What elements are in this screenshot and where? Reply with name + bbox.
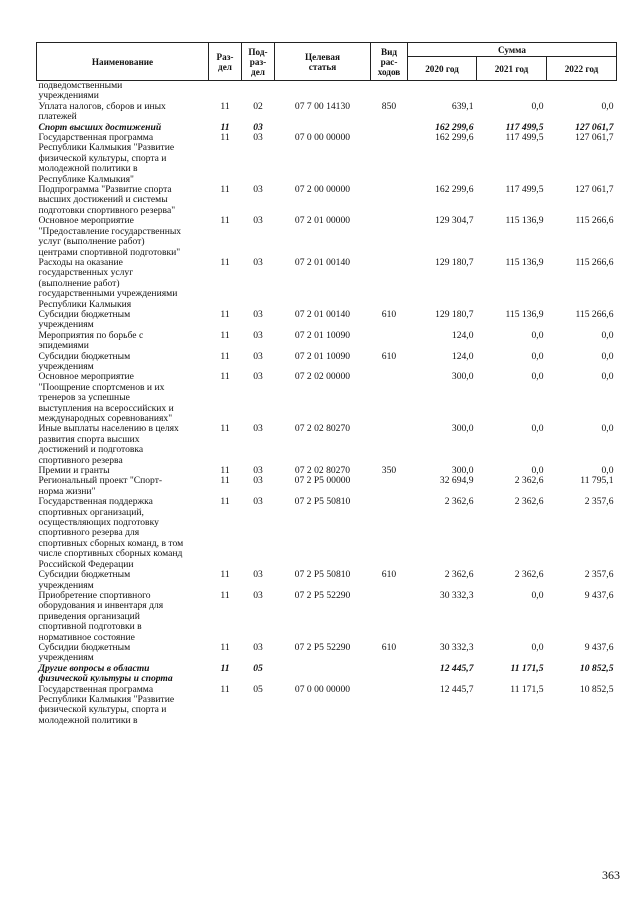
row-sum-2021: 117 499,5	[505, 121, 544, 133]
row-expense-type	[371, 424, 408, 466]
row-sum-2021: 115 136,9	[505, 215, 544, 227]
row-subsection: 03	[253, 589, 263, 601]
row-name: Субсидии бюджетным учреждениям	[38, 308, 131, 331]
row-section: 11	[220, 100, 230, 112]
row-section: 11	[220, 329, 230, 341]
row-sum-2020: 129 304,7	[435, 215, 474, 227]
row-subsection: 03	[253, 329, 263, 341]
row-sum-2021: 117 499,5	[505, 132, 544, 144]
row-sum-2021	[477, 81, 547, 102]
row-target-code: 07 2 P5 50810	[294, 569, 351, 581]
row-expense-type: 610	[381, 569, 397, 581]
row-subsection: 03	[253, 569, 263, 581]
row-sum-2022: 0,0	[601, 423, 614, 435]
row-sum-2022: 127 061,7	[575, 121, 614, 133]
row-subsection: 03	[253, 496, 263, 508]
header-sum: Сумма	[408, 43, 617, 57]
row-section: 11	[220, 215, 230, 227]
row-expense-type	[371, 664, 408, 685]
table-row	[37, 570, 617, 591]
row-sum-2021: 0,0	[531, 329, 544, 341]
table-body	[37, 81, 617, 727]
row-target-code: 07 7 00 14130	[294, 100, 351, 112]
row-section: 11	[220, 371, 230, 383]
row-target-code: 07 2 01 10090	[294, 350, 351, 362]
table-row	[37, 133, 617, 185]
row-subsection: 03	[253, 121, 263, 133]
row-subsection	[242, 81, 275, 102]
row-sum-2022: 0,0	[601, 329, 614, 341]
row-sum-2020: 2 362,6	[444, 569, 474, 581]
row-name: Уплата налогов, сборов и иных платежей	[38, 100, 166, 123]
row-sum-2021: 0,0	[531, 641, 544, 653]
table-header	[37, 43, 617, 81]
row-sum-2021: 0,0	[531, 100, 544, 112]
row-subsection: 05	[253, 683, 263, 695]
row-subsection: 03	[253, 308, 263, 320]
row-subsection: 03	[253, 465, 263, 477]
table-row	[37, 497, 617, 570]
page-number: 363	[602, 868, 620, 882]
row-sum-2020: 30 332,3	[439, 589, 474, 601]
row-sum-2021: 0,0	[531, 423, 544, 435]
header-year-2020: 2020 год	[408, 57, 477, 81]
row-target-code: 07 2 02 80270	[294, 423, 351, 435]
row-expense-type	[371, 216, 408, 258]
table-row	[37, 372, 617, 424]
row-target-code: 07 2 00 00000	[294, 184, 351, 196]
row-expense-type	[371, 476, 408, 497]
row-sum-2020: 32 694,9	[439, 475, 474, 487]
row-sum-2020: 2 362,6	[444, 496, 474, 508]
header-year-2022: 2022 год	[547, 57, 617, 81]
row-section: 11	[220, 496, 230, 508]
table-row	[37, 591, 617, 643]
row-sum-2021: 0,0	[531, 371, 544, 383]
row-sum-2021: 0,0	[531, 465, 544, 477]
row-section: 11	[220, 569, 230, 581]
row-target-code: 07 2 02 80270	[294, 465, 351, 477]
row-expense-type	[371, 133, 408, 185]
row-sum-2020: 129 180,7	[435, 308, 474, 320]
row-target-code: 07 0 00 00000	[294, 683, 351, 695]
row-name: Другие вопросы в области физической культуры и спорта	[38, 662, 173, 685]
row-name: Основное мероприятие "Поощрение спортсменов и их тренеров за успешные выступления на всероссийских и международных соревнованиях"	[38, 371, 174, 424]
row-subsection: 03	[253, 350, 263, 362]
row-subsection: 03	[253, 256, 263, 268]
table-row	[37, 185, 617, 216]
row-name: Субсидии бюджетным учреждениям	[38, 569, 131, 591]
row-name: Основное мероприятие "Предоставление государственных услуг (выполнение работ) центрами спортивной подготовки"	[38, 215, 182, 258]
row-sum-2022: 0,0	[601, 465, 614, 477]
row-name: Расходы на оказание государственных услуг (выполнение работ) государственными учреждениями Республики Калмыкия	[38, 256, 178, 310]
row-expense-type	[371, 497, 408, 570]
row-subsection: 03	[253, 132, 263, 144]
row-section: 11	[220, 121, 230, 133]
row-name: подведомственными учреждениями	[38, 80, 123, 102]
row-sum-2021: 11 171,5	[510, 683, 544, 695]
row-expense-type	[371, 591, 408, 643]
row-subsection: 03	[253, 371, 263, 383]
row-name: Иные выплаты населению в целях развития спорта высших достижений и подготовка спортивного резерва	[38, 423, 179, 466]
row-name: Субсидии бюджетным учреждениям	[38, 350, 131, 372]
row-sum-2021: 115 136,9	[505, 256, 544, 268]
row-sum-2020: 30 332,3	[439, 641, 474, 653]
table-row	[37, 424, 617, 466]
row-section: 11	[220, 683, 230, 695]
row-subsection: 03	[253, 215, 263, 227]
table-row	[37, 331, 617, 352]
header-expense-type: Вид рас- ходов	[371, 43, 408, 81]
row-name: Региональный проект "Спорт- норма жизни"	[38, 475, 163, 497]
row-name: Субсидии бюджетным учреждениям	[38, 641, 131, 664]
row-sum-2021: 2 362,6	[514, 475, 544, 487]
row-target-code: 07 2 01 00140	[294, 256, 351, 268]
header-subsection: Под- раз- дел	[242, 43, 275, 81]
table-row	[37, 310, 617, 331]
row-sum-2021: 115 136,9	[505, 308, 544, 320]
row-section: 11	[220, 308, 230, 320]
row-expense-type	[371, 372, 408, 424]
row-name: Государственная поддержка спортивных организаций, осуществляющих подготовку спортивного резерва для спортивных сборных команд, в том числе спортивных сборных команд Российской Федерации	[38, 496, 184, 570]
header-section: Раз- дел	[209, 43, 242, 81]
row-sum-2022: 0,0	[601, 371, 614, 383]
row-sum-2020: 162 299,6	[435, 184, 474, 196]
row-sum-2021: 2 362,6	[514, 569, 544, 581]
row-name: Приобретение спортивного оборудования и инвентаря для приведения организаций спортивной подготовки в нормативное состояние	[38, 589, 164, 643]
row-name: Подпрограмма "Развитие спорта высших достижений и системы подготовки спортивного резерва"	[38, 184, 176, 216]
row-section: 11	[220, 465, 230, 477]
budget-table	[36, 42, 617, 726]
row-expense-type	[371, 123, 408, 133]
row-section: 11	[220, 184, 230, 196]
row-expense-type	[371, 685, 408, 727]
row-sum-2020: 162 299,6	[435, 121, 474, 133]
row-target-code: 07 2 02 00000	[294, 371, 351, 383]
row-target-code	[275, 664, 371, 685]
row-section: 11	[220, 132, 230, 144]
row-sum-2020	[408, 81, 477, 102]
table-row	[37, 476, 617, 497]
row-expense-type	[371, 81, 408, 102]
row-expense-type: 610	[381, 641, 397, 653]
row-subsection: 02	[253, 100, 263, 112]
row-sum-2020: 124,0	[451, 350, 474, 362]
row-sum-2020: 300,0	[451, 423, 474, 435]
row-target-code: 07 2 01 10090	[294, 329, 351, 341]
table-row	[37, 664, 617, 685]
row-section: 11	[220, 423, 230, 435]
row-section: 11	[220, 589, 230, 601]
row-target-code: 07 2 01 00140	[294, 308, 351, 320]
row-sum-2020: 300,0	[451, 465, 474, 477]
row-target-code: 07 0 00 00000	[294, 132, 351, 144]
row-sum-2022: 115 266,6	[575, 256, 614, 268]
row-sum-2022: 10 852,5	[579, 662, 614, 674]
row-section: 11	[220, 350, 230, 362]
header-year-2021: 2021 год	[477, 57, 547, 81]
row-expense-type: 850	[381, 100, 397, 112]
row-sum-2022: 127 061,7	[575, 132, 614, 144]
table-row	[37, 258, 617, 310]
row-sum-2020: 124,0	[451, 329, 474, 341]
table-row	[37, 81, 617, 102]
row-section	[209, 81, 242, 102]
row-expense-type: 610	[381, 308, 397, 320]
row-subsection: 03	[253, 423, 263, 435]
row-target-code: 07 2 P5 52290	[294, 589, 351, 601]
row-sum-2022: 9 437,6	[584, 589, 614, 601]
header-name: Наименование	[37, 43, 209, 81]
row-target-code: 07 2 P5 00000	[294, 475, 351, 487]
row-expense-type	[371, 331, 408, 352]
row-sum-2021: 11 171,5	[510, 662, 544, 674]
row-target-code: 07 2 P5 52290	[294, 641, 351, 653]
row-section: 11	[220, 641, 230, 653]
row-sum-2020: 12 445,7	[439, 662, 474, 674]
header-target: Целевая статья	[275, 43, 371, 81]
table-row	[37, 685, 617, 727]
row-sum-2022: 11 795,1	[580, 475, 614, 487]
row-name: Спорт высших достижений	[38, 121, 162, 133]
row-sum-2022: 115 266,6	[575, 308, 614, 320]
row-sum-2022: 2 357,6	[584, 496, 614, 508]
row-sum-2020: 639,1	[451, 100, 474, 112]
row-section: 11	[220, 662, 230, 674]
row-sum-2020: 162 299,6	[435, 132, 474, 144]
row-sum-2021: 0,0	[531, 350, 544, 362]
row-sum-2022: 0,0	[601, 100, 614, 112]
row-name: Мероприятия по борьбе с эпидемиями	[38, 329, 144, 352]
row-sum-2022: 10 852,5	[579, 683, 614, 695]
row-sum-2021: 2 362,6	[514, 496, 544, 508]
row-expense-type: 350	[381, 465, 397, 477]
row-sum-2020: 300,0	[451, 371, 474, 383]
row-sum-2021: 0,0	[531, 589, 544, 601]
row-sum-2020: 12 445,7	[439, 683, 474, 695]
row-sum-2022: 2 357,6	[584, 569, 614, 581]
row-target-code	[275, 81, 371, 102]
row-sum-2021: 117 499,5	[505, 184, 544, 196]
row-section: 11	[220, 475, 230, 487]
row-expense-type: 610	[381, 350, 397, 362]
row-name: Государственная программа Республики Калмыкия "Развитие физической культуры, спорта и молодежной политики в	[38, 683, 175, 726]
table-row	[37, 352, 617, 373]
row-name: Премии и гранты	[38, 465, 110, 477]
row-sum-2022	[547, 81, 617, 102]
table-row	[37, 643, 617, 664]
row-target-code: 07 2 P5 50810	[294, 496, 351, 508]
row-sum-2022: 115 266,6	[575, 215, 614, 227]
row-subsection: 03	[253, 475, 263, 487]
row-target-code: 07 2 01 00000	[294, 215, 351, 227]
row-sum-2022: 127 061,7	[575, 184, 614, 196]
table-row	[37, 216, 617, 258]
row-subsection: 03	[253, 184, 263, 196]
row-subsection: 03	[253, 641, 263, 653]
table-row	[37, 102, 617, 123]
row-sum-2022: 0,0	[601, 350, 614, 362]
row-expense-type	[371, 258, 408, 310]
row-subsection: 05	[253, 662, 263, 674]
row-sum-2020: 129 180,7	[435, 256, 474, 268]
row-section: 11	[220, 256, 230, 268]
row-expense-type	[371, 185, 408, 216]
row-name: Государственная программа Республики Калмыкия "Развитие физической культуры, спорта и молодежной политики в Республике Калмыкия"	[38, 132, 175, 185]
row-sum-2022: 9 437,6	[584, 641, 614, 653]
